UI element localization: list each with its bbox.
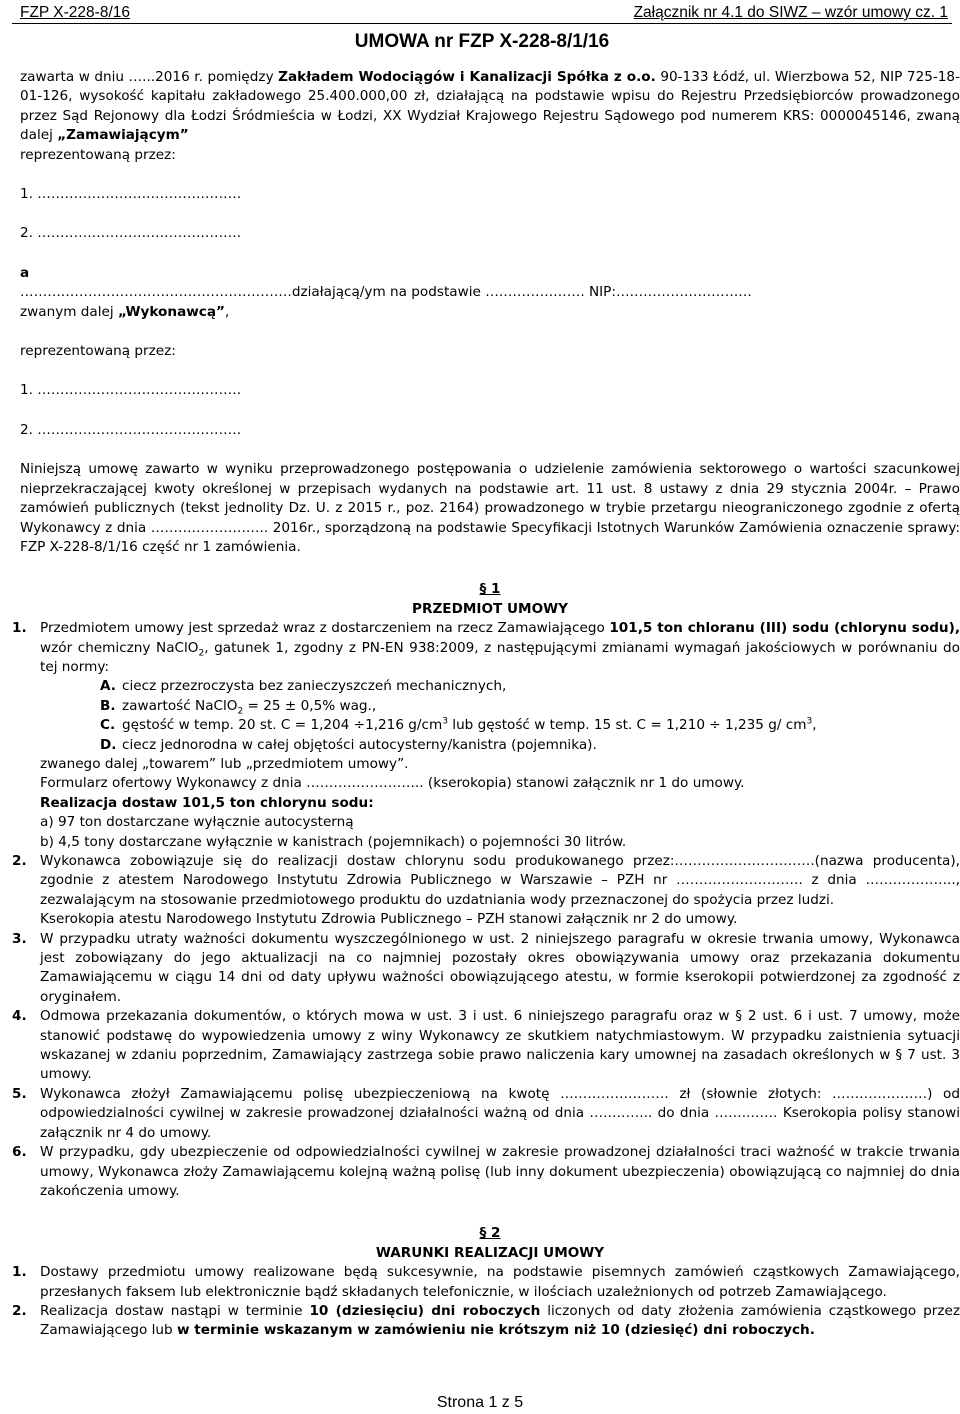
contractor-named: zwanym dalej „Wykonawcą”,	[20, 303, 230, 320]
section-1-symbol: § 1	[479, 581, 501, 598]
represented-by-label: reprezentowaną przez:	[20, 343, 176, 360]
section-1-item: 5. Wykonawca złożył Zamawiającemu polisę ubezpieczeniową na kwotę …………………… zł (słownie złotych: …………………) od odpowiedzialności cywilnej w zakresie prowadzonej działalności ważną od dnia ………….. do dnia ……..…… Kserokopia polisy stanowi załącznik nr 4 do umowy.	[12, 1085, 960, 1141]
contract-title: UMOWA nr FZP X-228-8/1/16	[354, 31, 610, 52]
section-1-item: 2. Wykonawca zobowiązuje się do realizacji dostaw chlorynu sodu produkowanego przez:………………………….(nazwa producenta), zgodnie z atestem Narodowego Instytutu Zdrowia Publicznego w Warszawie – PZH nr ………………………. z dnia ……………….., zezwalającym na stosowanie przedmiotowego produktu do uzdatniania wody przeznaczonej do spożycia przez ludzi. Kserokopia atestu Narodowego Instytutu Zdrowia Publicznego – PZH stanowi załącznik nr 2 do umowy.	[12, 853, 960, 928]
page-header	[12, 3, 952, 24]
goods-definition: zwanego dalej „towarem” lub „przedmiotem umowy”.	[40, 755, 409, 772]
requirement-item: A. ciecz przezroczysta bez zanieczyszczeń mechanicznych,	[100, 678, 507, 695]
contractor-line: ……………………………………………………działającą/ym na podstawie …………………. NIP:…………………………	[20, 284, 752, 301]
section-1-item: 3. W przypadku utraty ważności dokumentu wyszczególnionego w ust. 2 niniejszego paragrafu w okresie trwania umowy, Wykonawca jest zobowiązany do jego aktualizacji na co najmniej pozostały okres obowiązywania umowy oraz przekazania dokumentu Zamawiającemu w ciągu 14 dni od daty upływu ważności obowiązującego atestu, w formie kserokopii potwierdzonej za zgodność z oryginałem.	[12, 930, 960, 1005]
section-1-list	[12, 619, 960, 1201]
representative-line: 1. ………………………………………	[20, 186, 242, 203]
section-2-item: 2. Realizacja dostaw nastąpi w terminie 10 (dziesięciu) dni roboczych liczonych od daty złożenia zamówienia cząstkowego przez Zamawiającego lub w terminie wskazanym w zamówieniu nie krótszym niż 10 (dziesięć) dni roboczych.	[12, 1302, 960, 1339]
conjunction-a: a	[20, 264, 30, 281]
quality-requirements	[40, 677, 960, 755]
represented-by-label: reprezentowaną przez:	[20, 146, 176, 163]
header-case-number: FZP X-228-8/16	[20, 4, 130, 21]
legal-basis-paragraph: Niniejszą umowę zawarto w wyniku przeprowadzonego postępowania o udzielenie zamówienia sektorowego o wartości szacunkowej nieprzekraczającej kwoty określonej w przepisach wydanych na podstawie art. 11 ust. 8 ustawy z dnia 29 stycznia 2004r. – Prawo zamówień publicznych (tekst jednolity Dz. U. z 2015 r., poz. 2164) prowadzonego w trybie przetargu nieograniczonego zgodnie z ofertą Wykonawcy z dnia …………………….. 2016r., sporządzoną na podstawie Specyfikacji Istotnych Warunków Zamówienia oznaczenie sprawy: FZP X-228-8/1/16 część nr 1 zamówienia.	[20, 461, 960, 555]
requirement-item: B. zawartość NaClO$_2$ = 25 ± 0,5% wag.,	[100, 697, 377, 717]
representative-line: 2. ………………………………………	[20, 421, 242, 438]
section-2-item: 1. Dostawy przedmiotu umowy realizowane będą sukcesywnie, na podstawie pisemnych zamówień cząstkowych Zamawiającego, przesłanych faksem lub elektronicznie bądź składanych telefonicznie, w ilościach uzależnionych od potrzeb Zamawiającego.	[12, 1264, 960, 1300]
delivery-canisters: b) 4,5 tony dostarczane wyłącznie w kanistrach (pojemnikach) o pojemności 30 litrów.	[40, 833, 627, 850]
delivery-heading: Realizacja dostaw 101,5 ton chlorynu sodu:	[40, 794, 374, 811]
delivery-tanker: a) 97 ton dostarczane wyłącznie autocysterną	[40, 814, 354, 831]
representative-line: 1. ………………………………………	[20, 382, 242, 399]
section-1-item: 4. Odmowa przekazania dokumentów, o których mowa w ust. 3 i ust. 6 niniejszego paragrafu oraz w § 2 ust. 6 i ust. 7 umowy, może stanowić podstawę do wypowiedzenia umowy z winy Wykonawcy ze skutkiem natychmiastowym. W przypadku zaistnienia sytuacji wskazanej w zdaniu poprzednim, Zamawiający zastrzega sobie prawo naliczenia kary umownej na zasadach określonych w § 7 ust. 3 umowy.	[12, 1008, 960, 1083]
contract-body	[12, 68, 960, 1341]
header-attachment: Załącznik nr 4.1 do SIWZ – wzór umowy cz. 1	[633, 4, 948, 21]
page-number: Strona 1 z 5	[436, 1394, 524, 1411]
section-2-symbol: § 2	[479, 1225, 501, 1242]
representative-line: 2. ………………………………………	[20, 225, 242, 242]
intro-paragraph: zawarta w dniu …...2016 r. pomiędzy Zakładem Wodociągów i Kanalizacji Spółka z o.o. 90-133 Łódź, ul. Wierzbowa 52, NIP 725-18-01-126, wysokość kapitału zakładowego 25.400.000,00 zł, działającą na podstawie wpisu do Rejestru Przedsiębiorców prowadzonego przez Sąd Rejonowy dla Łodzi Śródmieścia w Łodzi, XX Wydział Krajowego Rejestru Sądowego pod numerem KRS: 0000045146, zwaną dalej „Zamawiającym”	[20, 69, 960, 144]
section-2-heading: WARUNKI REALIZACJI UMOWY	[375, 1244, 605, 1261]
requirement-item: C. gęstość w temp. 20 st. C = 1,204 ÷1,216 $g/cm^3$ lub gęstość w temp. 15 st. C = 1,210 ÷ 1,235 g/ $cm^3$,	[100, 716, 817, 734]
section-1-heading: PRZEDMIOT UMOWY	[412, 600, 568, 617]
section-1-item: 6. W przypadku, gdy ubezpieczenie od odpowiedzialności cywilnej w zakresie prowadzonej działalności traci ważność w trakcie trwania umowy, Wykonawca złoży Zamawiającemu kolejną ważną polisę (lub inny dokument ubezpieczenia) obowiązującą co najmniej do dnia zakończenia umowy.	[12, 1144, 960, 1199]
section-1-item: 1. Przedmiotem umowy jest sprzedaż wraz z dostarczeniem na rzecz Zamawiającego 101,5 ton chloranu (III) sodu (chlorynu sodu), wzór chemiczny NaClO$_2$, gatunek 1, zgodny z PN-EN 938:2009, z następującymi zmianami wymagań jakościowych w porównaniu do tej normy: A. ciecz przezroczysta bez zanieczyszczeń mechanicznych, B. zawartość NaClO$_2$ = 25 ± 0,5% wag., C. gęstość w temp. 20 st. C = 1,204 ÷1,216 $g/cm^3$ lub gęstość w temp. 15 st. C = 1,210 ÷ 1,235 g/ $cm^3$, D. ciecz jednorodna w całej objętości autocysterny/kanistra (pojemnika). zwanego dalej „towarem” lub „przedmiotem umowy”. Formularz ofertowy Wykonawcy z dnia …………………….. (kserokopia) stanowi załącznik nr 1 do umowy. Realizacja dostaw 101,5 ton chlorynu sodu: a) 97 ton dostarczane wyłącznie autocysterną b) 4,5 tony dostarczane wyłącznie w kanistrach (pojemnikach) o pojemności 30 litrów.	[20, 619, 960, 852]
section-2-list	[12, 1263, 960, 1341]
offer-form-note: Formularz ofertowy Wykonawcy z dnia …………………….. (kserokopia) stanowi załącznik nr 1 do umowy.	[40, 775, 745, 792]
requirement-item: D. ciecz jednorodna w całej objętości autocysterny/kanistra (pojemnika).	[100, 736, 597, 753]
